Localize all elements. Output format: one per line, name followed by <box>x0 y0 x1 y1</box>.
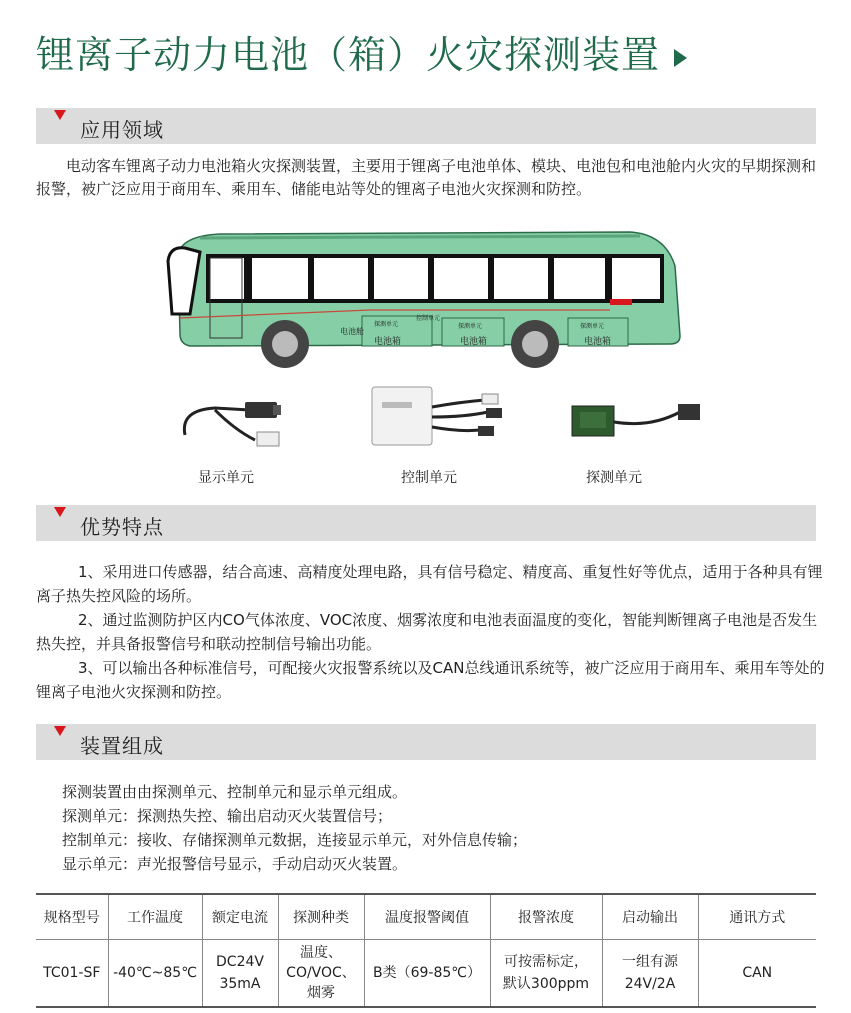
section-header-application <box>36 108 816 144</box>
advantage-item-3: 3、可以输出各种标准信号，可配接火灾报警系统以及CAN总线通讯系统等，被广泛应用于商用车、乘用车等处的锂离子电池火灾探测和防控。 <box>36 659 825 701</box>
page-title-text: 锂离子动力电池（箱）火灾探测装置 <box>36 33 661 77</box>
detect-unit-image <box>570 398 710 443</box>
composition-line-1: 探测装置由由探测单元、控制单元和显示单元组成。 <box>62 783 408 801</box>
table-header-cell: 探测种类 <box>278 894 364 939</box>
cell-current-line: 35mA <box>219 975 261 992</box>
cell-model: TC01-SF <box>43 964 101 981</box>
cell-output-line: 24V/2A <box>624 975 676 992</box>
cell-concentration-line: 默认300ppm <box>502 975 590 992</box>
section-heading: 优势特点 <box>80 515 164 539</box>
red-triangle-icon <box>54 507 66 517</box>
composition-line-2: 探测单元：探测热失控、输出启动灭火装置信号； <box>62 807 393 825</box>
bus-diagram <box>160 226 690 376</box>
bus-label-box-2: 电池箱 <box>460 337 488 347</box>
page-title <box>36 24 687 79</box>
bus-label-box-1: 电池箱 <box>374 337 402 347</box>
cell-concentration-line: 可按需标定， <box>504 953 588 970</box>
red-triangle-icon <box>54 726 66 736</box>
bus-label-box-3: 电池箱 <box>584 337 612 347</box>
advantage-item-2: 2、通过监测防护区内CO气体浓度、VOC浓度、烟雾浓度和电池表面温度的变化，智能判断锂离子电池是否发生热失控，并具备报警信号和联动控制信号输出功能。 <box>36 611 818 653</box>
cell-output <box>602 939 698 1007</box>
application-text: 电动客车锂离子动力电池箱火灾探测装置，主要用于锂离子电池单体、模块、电池包和电池舱内火灾的早期探测和报警，被广泛应用于商用车、乘用车、储能电站等处的锂离子电池火灾探测和防控。 <box>36 157 817 198</box>
section-heading: 应用领域 <box>80 118 164 142</box>
table-header-cell: 启动输出 <box>602 894 698 939</box>
title-arrow-icon <box>674 49 687 67</box>
cell-detect <box>278 939 364 1007</box>
control-unit-image <box>370 382 510 452</box>
cell-current-line: DC24V <box>216 953 264 970</box>
table-header-cell: 通讯方式 <box>698 894 816 939</box>
advantage-item-1: 1、采用进口传感器，结合高速、高精度处理电路，具有信号稳定、精度高、重复性好等优点，适用于各种具有锂离子热失控风险的场所。 <box>36 563 823 605</box>
cell-detect-line: 温度、 <box>300 944 342 961</box>
table-header-cell: 工作温度 <box>108 894 202 939</box>
cell-detect-line: 烟雾 <box>307 984 335 1001</box>
cell-current <box>202 939 278 1007</box>
cell-threshold: B类（69-85℃） <box>364 939 490 1007</box>
table-header-cell: 温度报警阈值 <box>364 894 490 939</box>
table-header-cell: 报警浓度 <box>490 894 602 939</box>
caption-detect-unit: 探测单元 <box>586 470 642 486</box>
cell-temp: -40℃~85℃ <box>108 939 202 1007</box>
table-header-cell: 规格型号 <box>43 909 100 926</box>
cell-comm: CAN <box>698 939 816 1007</box>
cell-output-line: 一组有源 <box>622 953 678 970</box>
red-triangle-icon <box>54 110 66 120</box>
section-header-composition <box>36 724 816 760</box>
caption-display-unit: 显示单元 <box>198 470 254 486</box>
section-header-advantages <box>36 505 816 541</box>
bus-label-detect-2: 探测单元 <box>458 323 483 330</box>
table-header-row <box>36 894 816 939</box>
cell-detect-line: CO/VOC、 <box>286 964 356 981</box>
bus-label-detect-3: 探测单元 <box>580 323 605 330</box>
table-row <box>36 939 816 1007</box>
display-unit-image <box>175 390 295 455</box>
spec-table <box>36 893 816 1008</box>
section-heading: 装置组成 <box>80 734 164 758</box>
composition-line-4: 显示单元：声光报警信号显示，手动启动灭火装置。 <box>62 855 408 873</box>
bus-illustration <box>160 226 690 376</box>
bus-label-detect-1: 探测单元 <box>374 321 399 328</box>
cell-concentration <box>490 939 602 1007</box>
bus-label-control: 控制单元 <box>416 315 441 322</box>
caption-control-unit: 控制单元 <box>401 470 457 486</box>
bus-label-compartment: 电池舱 <box>340 327 364 336</box>
table-header-cell: 额定电流 <box>202 894 278 939</box>
composition-line-3: 控制单元：接收、存储探测单元数据，连接显示单元，对外信息传输； <box>62 831 528 849</box>
